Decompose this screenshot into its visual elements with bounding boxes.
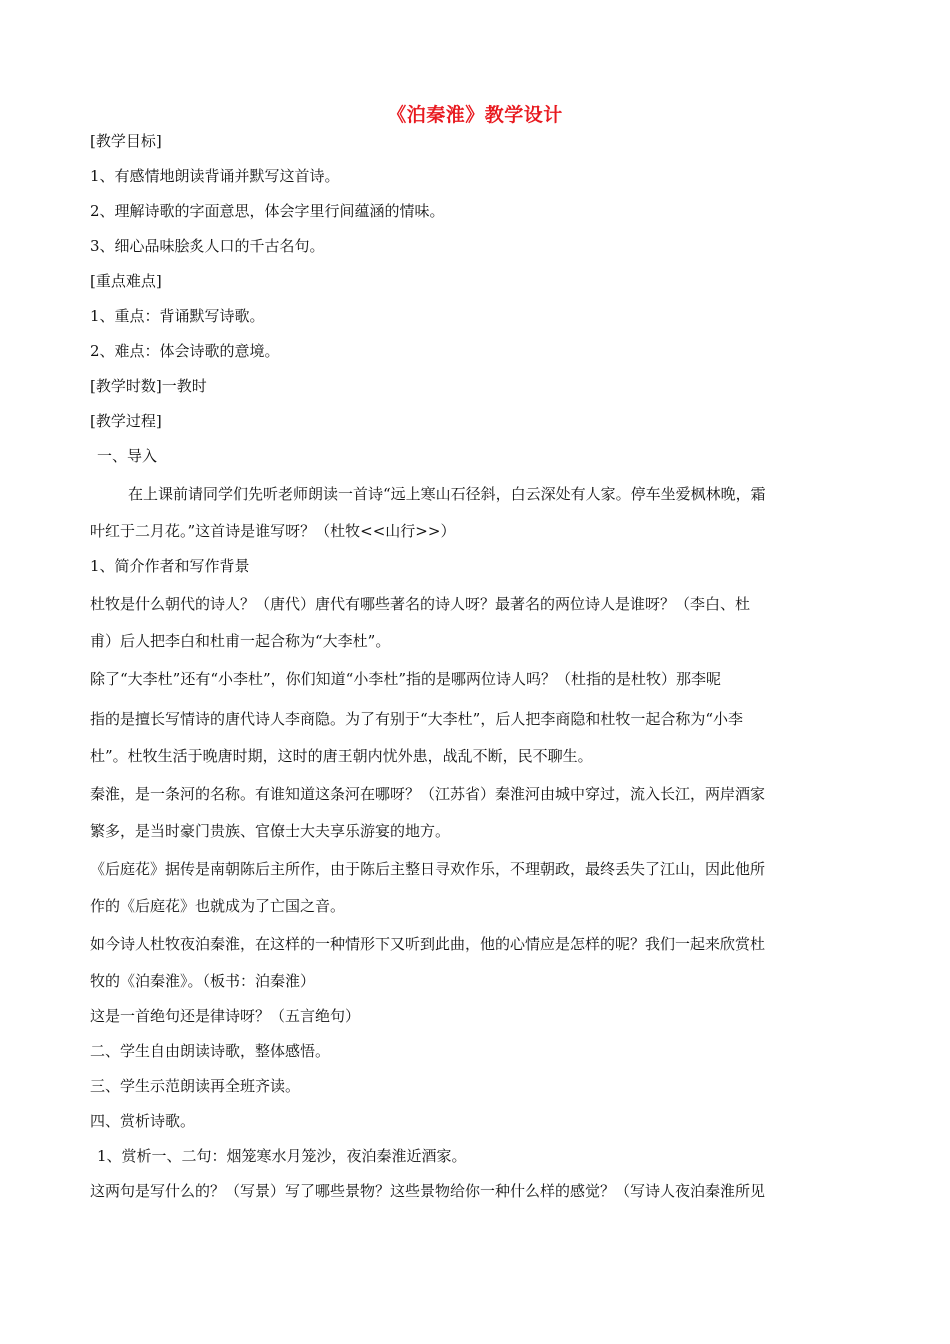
- document-body: [90, 124, 862, 1209]
- section-heading-key-points: [重点难点]: [90, 272, 162, 290]
- paragraph-line: 《后庭花》据传是南朝陈后主所作，由于陈后主整日寻欢作乐，不理朝政，最终丢失了江山，因此他所: [90, 860, 766, 878]
- paragraph-line: 除了“大李杜”还有“小李杜”，你们知道“小李杜”指的是哪两位诗人吗？（杜指的是杜牧）那李呢: [90, 670, 722, 688]
- subsection-heading: 1、赏析一、二句：烟笼寒水月笼沙，夜泊秦淮近酒家。: [97, 1147, 467, 1165]
- step-heading: 三、学生示范朗读再全班齐读。: [90, 1077, 301, 1095]
- key-point-item: 2、难点：体会诗歌的意境。: [90, 342, 280, 360]
- step-heading: 一、导入: [97, 447, 158, 465]
- paragraph-line: 繁多，是当时豪门贵族、官僚士大夫享乐游宴的地方。: [90, 822, 451, 840]
- section-heading-duration: [教学时数]一教时: [90, 377, 207, 395]
- paragraph-line: 叶红于二月花。”这首诗是谁写呀？（杜牧<<山行>>）: [90, 522, 456, 540]
- paragraph-line: 指的是擅长写情诗的唐代诗人李商隐。为了有别于“大李杜”，后人把李商隐和杜牧一起合称为“小李: [90, 710, 744, 728]
- step-heading: 二、学生自由朗读诗歌，整体感悟。: [90, 1042, 331, 1060]
- paragraph-line: 作的《后庭花》也就成为了亡国之音。: [90, 897, 346, 915]
- objective-item: 2、理解诗歌的字面意思，体会字里行间蕴涵的情味。: [90, 202, 445, 220]
- key-point-item: 1、重点：背诵默写诗歌。: [90, 307, 265, 325]
- document-title: 《泊秦淮》教学设计: [387, 104, 563, 126]
- paragraph-line: 牧的《泊秦淮》。（板书：泊秦淮）: [90, 972, 316, 990]
- paragraph-line: 如今诗人杜牧夜泊秦淮，在这样的一种情形下又听到此曲，他的心情应是怎样的呢？我们一起来欣赏杜: [90, 935, 766, 953]
- step-heading: 四、赏析诗歌。: [90, 1112, 196, 1130]
- paragraph-line: 甫）后人把李白和杜甫一起合称为“大李杜”。: [90, 632, 391, 650]
- subsection-heading: 1、简介作者和写作背景: [90, 557, 250, 575]
- paragraph-line: 在上课前请同学们先听老师朗读一首诗“远上寒山石径斜，白云深处有人家。停车坐爱枫林晚，霜: [128, 485, 766, 503]
- paragraph-line: 秦淮，是一条河的名称。有谁知道这条河在哪呀？（江苏省）秦淮河由城中穿过，流入长江，两岸酒家: [90, 785, 766, 803]
- section-heading-process: [教学过程]: [90, 412, 162, 430]
- objective-item: 1、有感情地朗读背诵并默写这首诗。: [90, 167, 340, 185]
- paragraph-line: 这两句是写什么的？（写景）写了哪些景物？这些景物给你一种什么样的感觉？（写诗人夜泊秦淮所见: [90, 1182, 766, 1200]
- paragraph-line: 这是一首绝句还是律诗呀？（五言绝句）: [90, 1007, 361, 1025]
- objective-item: 3、细心品味脍炙人口的千古名句。: [90, 237, 325, 255]
- section-heading-objectives: [教学目标]: [90, 132, 162, 150]
- paragraph-line: 杜牧是什么朝代的诗人？（唐代）唐代有哪些著名的诗人呀？最著名的两位诗人是谁呀？（李白、杜: [90, 595, 751, 613]
- paragraph-line: 杜”。杜牧生活于晚唐时期，这时的唐王朝内忧外患，战乱不断，民不聊生。: [90, 747, 593, 765]
